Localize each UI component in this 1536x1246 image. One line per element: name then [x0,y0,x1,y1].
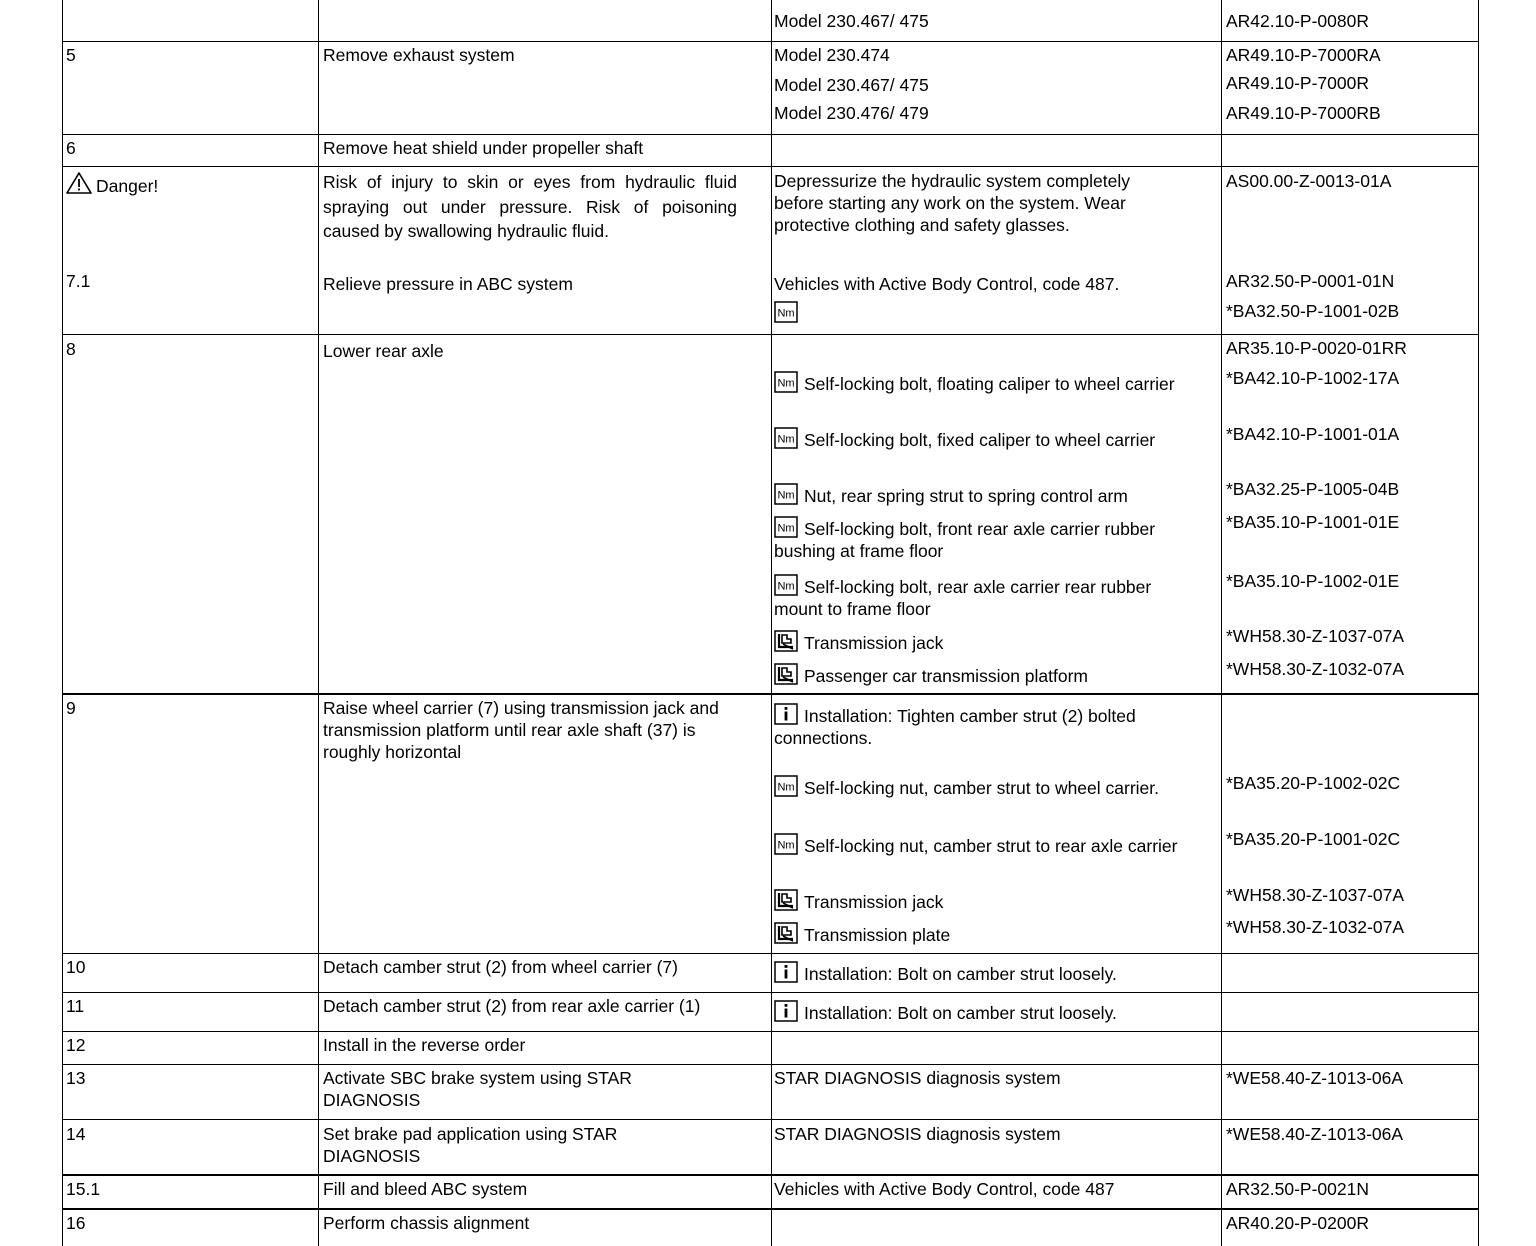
special-tool-icon [774,630,798,652]
col-border-2 [771,0,772,1246]
torque-note: Nm Self-locking bolt, rear axle carrier rear rubber mount to frame floor [774,571,1194,620]
step-action: Detach camber strut (2) from rear axle carrier (1) [323,996,701,1016]
row-border [62,1208,1479,1210]
special-tool-icon [774,889,798,911]
step-action: Lower rear axle [323,341,444,361]
note-text: STAR DIAGNOSIS diagnosis system [774,1124,1061,1144]
step-number: 9 [66,698,76,718]
danger-description: Risk of injury to skin or eyes from hydraulic fluid spraying out under pressure. Risk of poisoning caused by swallowing hydraulic fluid. [323,172,737,241]
step-action: Detach camber strut (2) from wheel carrier (7) [323,957,678,977]
step-number: 13 [66,1068,86,1088]
torque-note [774,300,804,327]
torque-note: Nm Self-locking nut, camber strut to wheel carrier. [774,772,1194,799]
svg-text:Nm: Nm [777,377,795,390]
ref-link[interactable]: *BA35.10-P-1001-01E [1226,512,1400,532]
danger-instruction: Depressurize the hydraulic system completely before starting any work on the system. Wear protective clothing and safety glasses. [774,171,1130,235]
special-tool-icon [774,922,798,944]
row-border [62,334,1479,335]
row-border [62,1064,1479,1065]
note-text: Model 230.476/ 479 [774,103,929,123]
note-text: STAR DIAGNOSIS diagnosis system [774,1068,1061,1088]
ref-link[interactable]: *WE58.40-Z-1013-06A [1226,1068,1404,1088]
ref-link[interactable]: *WH58.30-Z-1032-07A [1226,659,1404,679]
svg-text:Nm: Nm [777,781,795,794]
ref-link[interactable]: AR40.20-P-0200R [1226,1213,1369,1233]
svg-text:Nm: Nm [777,433,795,446]
row-border [62,41,1479,42]
tool-note: Transmission jack [774,627,943,654]
col-border-left [62,0,63,1246]
step-action: Raise wheel carrier (7) using transmission jack and transmission platform until rear axle shaft (37) is roughly horizontal [323,698,719,762]
special-tool-icon [774,663,798,685]
ref-link[interactable]: *WH58.30-Z-1032-07A [1226,917,1404,937]
ref-link[interactable]: *BA42.10-P-1001-01A [1226,424,1400,444]
step-action: Activate SBC brake system using STAR DIAGNOSIS [323,1068,632,1110]
torque-note: Nm Self-locking bolt, floating caliper to wheel carrier [774,368,1194,395]
svg-text:Nm: Nm [777,839,795,852]
torque-note: Nm Self-locking bolt, front rear axle carrier rubber bushing at frame floor [774,513,1194,562]
info-icon [774,1000,798,1022]
step-action: Fill and bleed ABC system [323,1179,528,1199]
col-border-right [1478,0,1479,1246]
info-note: Installation: Tighten camber strut (2) bolted connections. [774,700,1194,749]
torque-nm-icon [774,516,798,538]
torque-nm-icon [774,574,798,596]
row-border [62,1174,1479,1176]
svg-text:Nm: Nm [777,522,795,535]
tool-note: Transmission jack [774,886,943,913]
step-action: Perform chassis alignment [323,1213,530,1233]
row-border [62,166,1479,167]
note-text: Model 230.467/ 475 [774,11,929,31]
step-number: 14 [66,1124,86,1144]
ref-link[interactable]: AR49.10-P-7000RA [1226,45,1381,65]
torque-nm-icon [774,775,798,797]
ref-link[interactable]: AR49.10-P-7000R [1226,73,1369,93]
note-text: Vehicles with Active Body Control, code 487 [774,1179,1115,1199]
note-text: Model 230.474 [774,45,890,65]
ref-link[interactable]: *BA35.20-P-1001-02C [1226,829,1401,849]
col-border-3 [1221,0,1222,1246]
danger-text: Danger! [96,176,159,196]
info-note: Installation: Bolt on camber strut loosely. [774,958,1117,985]
col-border-1 [318,0,319,1246]
step-number: 5 [66,45,76,65]
note-text: Model 230.467/ 475 [774,75,929,95]
torque-nm-icon [774,483,798,505]
row-border [62,992,1479,993]
ref-link[interactable]: *BA32.50-P-1001-02B [1226,301,1400,321]
ref-link[interactable]: AR32.50-P-0021N [1226,1179,1369,1199]
torque-nm-icon [774,427,798,449]
ref-link[interactable]: *BA42.10-P-1002-17A [1226,368,1400,388]
ref-link[interactable]: *BA35.20-P-1002-02C [1226,773,1401,793]
danger-label [66,170,158,197]
row-border [62,693,1479,695]
step-action: Install in the reverse order [323,1035,526,1055]
ref-link[interactable]: *WH58.30-Z-1037-07A [1226,885,1404,905]
ref-link[interactable]: AS00.00-Z-0013-01A [1226,171,1392,191]
step-action: Remove exhaust system [323,45,515,65]
row-border [62,1119,1479,1120]
torque-nm-icon [774,301,798,323]
info-note: Installation: Bolt on camber strut loosely. [774,997,1117,1024]
ref-link[interactable]: AR35.10-P-0020-01RR [1226,338,1407,358]
ref-link[interactable]: *BA32.25-P-1005-04B [1226,479,1400,499]
info-icon [774,703,798,725]
row-border [62,1031,1479,1032]
tool-note: Passenger car transmission platform [774,660,1088,687]
ref-link[interactable]: AR42.10-P-0080R [1226,11,1369,31]
step-number: 8 [66,339,76,359]
svg-text:Nm: Nm [777,489,795,502]
torque-note: Nm Self-locking bolt, fixed caliper to wheel carrier [774,424,1194,451]
step-number: 16 [66,1213,86,1233]
ref-link[interactable]: *WH58.30-Z-1037-07A [1226,626,1404,646]
step-number: 12 [66,1035,86,1055]
step-number: 11 [66,996,85,1016]
note-text: Vehicles with Active Body Control, code 487. [774,274,1120,294]
step-action: Relieve pressure in ABC system [323,274,573,294]
step-number: 6 [66,138,76,158]
warning-triangle-icon [66,172,92,194]
svg-text:Nm: Nm [777,580,795,593]
row-border [62,953,1479,954]
ref-link[interactable]: AR32.50-P-0001-01N [1226,271,1395,291]
torque-note: Nm Nut, rear spring strut to spring control arm [774,480,1128,507]
step-action: Set brake pad application using STAR DIAGNOSIS [323,1124,618,1166]
ref-link[interactable]: AR49.10-P-7000RB [1226,103,1381,123]
step-action: Remove heat shield under propeller shaft [323,138,644,158]
step-number: 7.1 [66,271,91,291]
tool-note: Transmission plate [774,919,950,946]
ref-link[interactable]: *WE58.40-Z-1013-06A [1226,1124,1404,1144]
torque-nm-icon [774,371,798,393]
row-border [62,134,1479,135]
step-number: 10 [66,957,86,977]
step-number: 15.1 [66,1179,101,1199]
svg-text:Nm: Nm [777,307,795,320]
info-icon [774,961,798,983]
ref-link[interactable]: *BA35.10-P-1002-01E [1226,571,1400,591]
torque-nm-icon [774,833,798,855]
torque-note: Nm Self-locking nut, camber strut to rear axle carrier [774,830,1194,857]
